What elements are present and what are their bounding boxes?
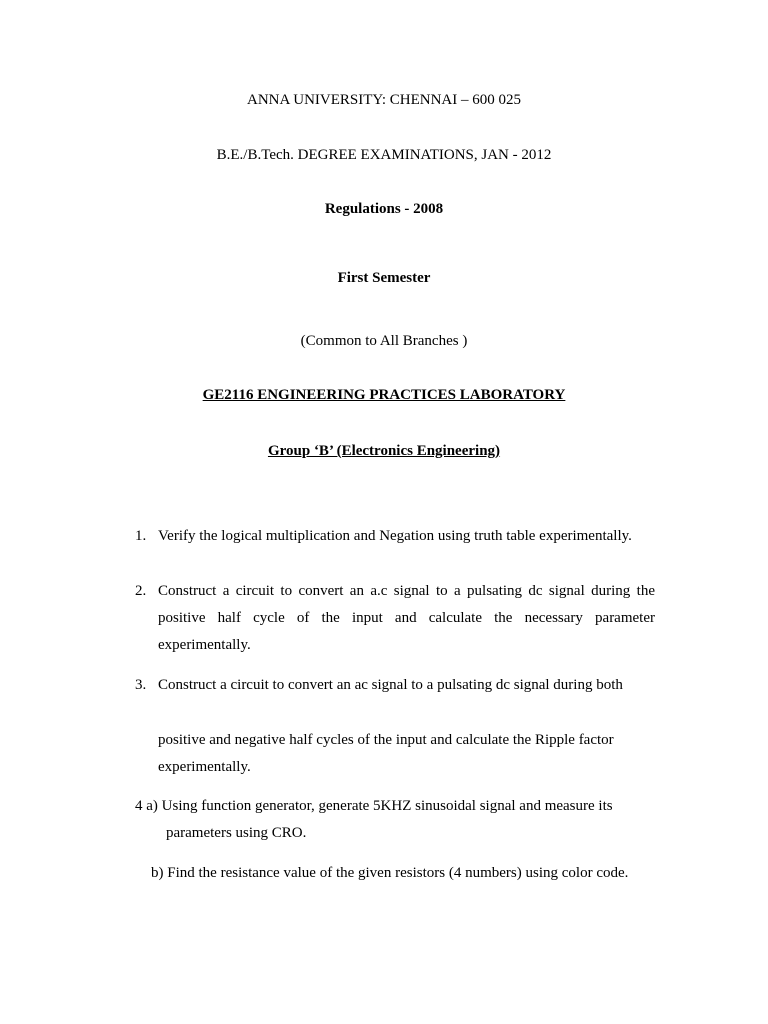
question-3-line-1: Construct a circuit to convert an ac signal to a pulsating dc signal during both [158,677,623,693]
course-title: GE2116 ENGINEERING PRACTICES LABORATORY [202,387,566,403]
semester-heading: First Semester [337,270,431,286]
question-4b-line-1: b) Find the resistance value of the given resistors (4 numbers) using color code. [151,865,629,881]
group-title: Group ‘B’ (Electronics Engineering) [267,443,501,459]
branches-heading: (Common to All Branches ) [300,333,468,349]
question-2-number: 2. [135,583,147,599]
question-1-text: Verify the logical multiplication and Negation using truth table experimentally. [158,528,632,544]
question-4a-line-2: parameters using CRO. [166,825,307,841]
question-1-number: 1. [135,528,147,544]
question-3-line-3: experimentally. [158,759,251,775]
question-3-line-2: positive and negative half cycles of the input and calculate the Ripple factor [158,732,614,748]
university-heading: ANNA UNIVERSITY: CHENNAI – 600 025 [246,92,522,108]
exam-heading: B.E./B.Tech. DEGREE EXAMINATIONS, JAN - 2012 [216,147,552,163]
regulations-heading: Regulations - 2008 [324,201,444,217]
question-3-number: 3. [135,677,147,693]
question-2-text: Construct a circuit to convert an a.c signal to a pulsating dc signal during the positive half cycle of the input and calculate the necessary parameter experimentally. [158,583,655,653]
question-4a-line-1: 4 a) Using function generator, generate 5KHZ sinusoidal signal and measure its [135,798,613,814]
